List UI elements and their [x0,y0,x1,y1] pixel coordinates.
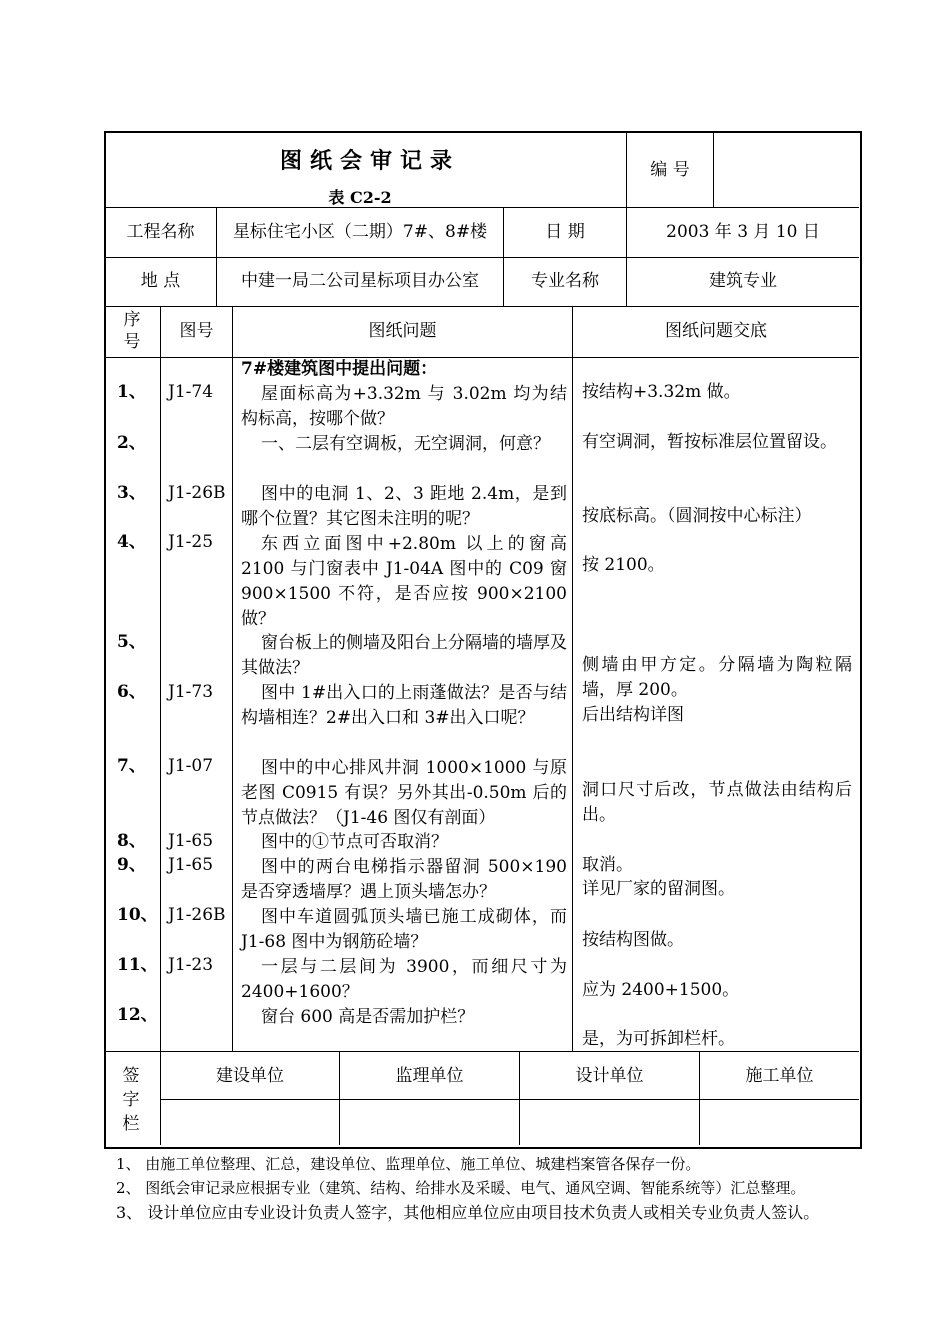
item-question: 图中的电洞 1、2、3 距地 2.4m，是到哪个位置？其它图未注明的呢？ [241,484,567,529]
item-question: 图中的①节点可否取消？ [261,832,448,852]
row-divider [105,306,859,307]
item-answer: 详见厂家的留洞图。 [582,879,735,899]
item-question: 屋面标高为+3.32m 与 3.02m 均为结构标高，按哪个做？ [241,384,567,429]
date-label: 日 期 [545,222,585,242]
item-answer: 后出结构详图 [582,705,684,725]
item-seq: 9、 [117,855,146,875]
item-drawing: J1-26B [168,905,226,925]
item-drawing: J1-23 [168,955,214,975]
item-drawing: J1-65 [168,855,214,875]
item-drawing: J1-07 [168,756,214,776]
footnote-1: 1、 由施工单位整理、汇总，建设单位、监理单位、施工单位、城建档案管各保存一份。 [116,1155,701,1173]
col-divider [232,306,233,1051]
project-value: 星标住宅小区（二期）7#、8#楼 [232,222,488,242]
item-seq: 10、 [117,905,158,925]
project-label: 工程名称 [126,222,195,242]
form-number: 表 C2-2 [328,188,392,207]
row-divider [105,357,859,358]
location-label: 地 点 [140,271,181,291]
item-seq: 7、 [117,756,146,776]
item-question: 东西立面图中+2.80m 以上的窗高 2100 与门窗表中 J1-04A 图中的 C09 窗 900×1500 不符，是否应按 900×2100 做？ [241,534,567,629]
item-question: 窗台 600 高是否需加护栏？ [261,1007,475,1027]
col-header-seq: 序号 [123,310,141,352]
number-label: 编 号 [650,160,690,180]
col-divider [713,132,714,207]
item-question: 图中 1#出入口的上雨蓬做法？是否与结构墙相连？2#出入口和 3#出入口呢？ [241,683,567,728]
item-seq: 11、 [117,955,158,975]
item-drawing: J1-25 [168,532,214,552]
item-drawing: J1-73 [168,682,214,702]
specialty-value: 建筑专业 [709,271,777,291]
signature-unit-contractor: 施工单位 [745,1066,814,1086]
item-drawing: J1-65 [168,831,214,851]
signature-unit-owner: 建设单位 [216,1066,284,1086]
item-answer: 有空调洞，暂按标准层位置留设。 [582,432,837,452]
item-answer: 洞口尺寸后改，节点做法由结构后出。 [582,780,852,825]
col-header-drawing: 图号 [179,321,214,341]
item-answer: 按 2100。 [582,555,665,575]
item-answer: 侧墙由甲方定。分隔墙为陶粒隔墙，厚 200。 [582,655,852,700]
item-question: 图中的中心排风井洞 1000×1000 与原老图 C0915 有误？另外其出-0.50m 后的节点做法？（J1-46 图仅有剖面） [241,758,567,828]
item-seq: 6、 [117,682,146,702]
signature-unit-designer: 设计单位 [575,1066,644,1086]
item-seq: 4、 [117,532,146,552]
item-seq: 1、 [117,382,146,402]
item-answer: 按底标高。（圆洞按中心标注） [582,506,812,526]
item-answer: 是，为可拆卸栏杆。 [582,1029,735,1049]
footnote-3: 3、 设计单位应由专业设计负责人签字，其他相应单位应由项目技术负责人或相关专业负责人签认。 [116,1203,820,1222]
item-seq: 2、 [117,433,146,453]
col-divider [572,306,573,1051]
row-divider [160,1099,859,1100]
item-seq: 3、 [117,483,146,503]
item-answer: 按结构图做。 [582,930,684,950]
item-answer: 取消。 [582,855,633,875]
item-question: 一、二层有空调板，无空调洞，何意？ [261,434,550,454]
footnote-2: 2、 图纸会审记录应根据专业（建筑、结构、给排水及采暖、电气、通风空调、智能系统等）汇总整理。 [116,1179,806,1197]
date-value: 2003 年 3 月 10 日 [666,222,820,242]
item-question: 一层与二层间为 3900，而细尺寸为 2400+1600？ [241,957,567,1002]
row-divider [105,257,859,258]
item-seq: 12、 [117,1005,158,1025]
signature-unit-supervisor: 监理单位 [395,1066,464,1086]
col-divider [160,306,161,1145]
item-seq: 8、 [117,831,146,851]
item-seq: 5、 [117,632,146,652]
form-title: 图纸会审记录 [279,148,460,174]
location-value: 中建一局二公司星标项目办公室 [241,271,479,291]
item-question: 图中车道圆弧顶头墙已施工成砌体，而 J1-68 图中为钢筋砼墙？ [241,907,567,952]
specialty-label: 专业名称 [531,271,599,291]
item-question: 窗台板上的侧墙及阳台上分隔墙的墙厚及其做法？ [241,633,567,678]
col-header-question: 图纸问题 [368,321,437,341]
item-answer: 按结构+3.32m 做。 [582,382,741,402]
col-header-answer: 图纸问题交底 [665,321,767,341]
item-answer: 应为 2400+1500。 [582,980,740,1000]
item-drawing: J1-74 [168,382,214,402]
item-question: 图中的两台电梯指示器留洞 500×190 是否穿透墙厚？遇上顶头墙怎办？ [241,857,567,902]
row-divider [105,207,859,208]
section-heading: 7#楼建筑图中提出问题： [241,359,438,379]
signature-label: 签字栏 [122,1066,140,1134]
item-drawing: J1-26B [168,483,226,503]
